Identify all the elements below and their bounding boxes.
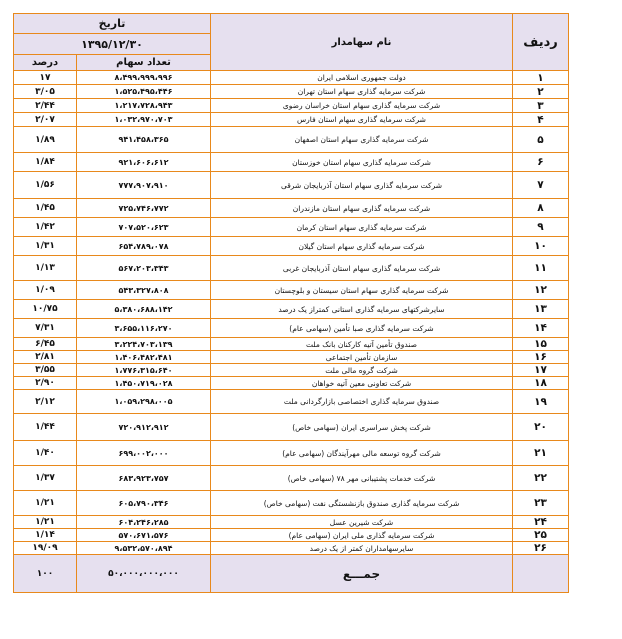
share-count: ۵۷۰،۶۷۱،۵۷۶	[77, 529, 211, 542]
share-percent: ۲/۴۴	[14, 99, 77, 113]
share-percent: ۱/۱۳	[14, 256, 77, 281]
share-percent: ۲/۰۷	[14, 113, 77, 127]
shareholder-name: شرکت سرمایه گذاری سهام استان خراسان رضوی	[211, 99, 513, 113]
shareholder-name: شرکت خدمات پشتیبانی مهر ۷۸ (سهامی خاص)	[211, 466, 513, 491]
share-count: ۱،۷۷۶،۳۱۵،۶۴۰	[77, 364, 211, 377]
share-count: ۵،۳۸۰،۶۸۸،۱۴۲	[77, 300, 211, 319]
row-index: ۳	[513, 99, 569, 113]
share-count: ۱،۰۳۲،۹۷۰،۷۰۳	[77, 113, 211, 127]
row-index: ۲۵	[513, 529, 569, 542]
shareholder-name: سایرشرکتهای سرمایه گذاری استانی کمتراز یک درصد	[211, 300, 513, 319]
row-index: ۲۴	[513, 516, 569, 529]
table-row	[14, 542, 569, 555]
table-row	[14, 364, 569, 377]
shareholder-name: سازمان تأمین اجتماعی	[211, 351, 513, 364]
share-count: ۵۴۳،۳۲۷،۸۰۸	[77, 281, 211, 300]
table-row	[14, 113, 569, 127]
row-index: ۱۲	[513, 281, 569, 300]
shareholder-name: شرکت شیرین عسل	[211, 516, 513, 529]
row-index: ۱۰	[513, 237, 569, 256]
row-index: ۱۱	[513, 256, 569, 281]
share-count: ۱،۲۱۷،۷۲۸،۹۴۳	[77, 99, 211, 113]
total-row	[14, 555, 569, 593]
row-index: ۲	[513, 85, 569, 99]
row-index: ۱۴	[513, 319, 569, 338]
share-count: ۹۲۱،۶۰۶،۶۱۲	[77, 153, 211, 172]
table-row	[14, 218, 569, 237]
table-row	[14, 491, 569, 516]
share-percent: ۱/۴۴	[14, 414, 77, 441]
header-index: ردیف	[513, 14, 569, 71]
share-count: ۶۸۳،۹۲۳،۷۵۷	[77, 466, 211, 491]
table-row	[14, 319, 569, 338]
table-row	[14, 300, 569, 319]
share-percent: ۱/۲۱	[14, 491, 77, 516]
total-label: جمـــع	[211, 555, 513, 593]
table-row	[14, 414, 569, 441]
row-index: ۸	[513, 199, 569, 218]
share-count: ۵۶۷،۲۰۳،۳۴۳	[77, 256, 211, 281]
row-index: ۵	[513, 127, 569, 153]
row-index: ۲۶	[513, 542, 569, 555]
shareholder-name: دولت جمهوری اسلامی ایران	[211, 71, 513, 85]
row-index: ۱۷	[513, 364, 569, 377]
shareholder-name: شرکت سرمایه گذاری سهام استان گیلان	[211, 237, 513, 256]
table-row	[14, 85, 569, 99]
row-index: ۱	[513, 71, 569, 85]
share-percent: ۱۰/۷۵	[14, 300, 77, 319]
share-percent: ۱/۳۱	[14, 237, 77, 256]
share-percent: ۱/۴۲	[14, 218, 77, 237]
shareholder-name: شرکت گروه مالی ملت	[211, 364, 513, 377]
table-row	[14, 127, 569, 153]
share-percent: ۱۹/۰۹	[14, 542, 77, 555]
table-row	[14, 199, 569, 218]
shareholder-name: سایرسهامداران کمتر از یک درصد	[211, 542, 513, 555]
table-row	[14, 172, 569, 199]
row-index: ۱۸	[513, 377, 569, 390]
table-row	[14, 71, 569, 85]
shareholder-name: شرکت سرمایه گذاری سهام استان آذربایجان غربی	[211, 256, 513, 281]
row-index: ۱۶	[513, 351, 569, 364]
share-count: ۷۲۵،۷۴۶،۷۷۲	[77, 199, 211, 218]
table-row	[14, 338, 569, 351]
table-row	[14, 529, 569, 542]
header-shareholder-name: نام سهامدار	[211, 14, 513, 71]
table-row	[14, 99, 569, 113]
share-count: ۶۹۹،۰۰۲،۰۰۰	[77, 441, 211, 466]
row-index: ۲۰	[513, 414, 569, 441]
share-count: ۳،۶۵۵،۱۱۶،۲۷۰	[77, 319, 211, 338]
table-row	[14, 516, 569, 529]
table-row	[14, 377, 569, 390]
share-percent: ۲/۸۱	[14, 351, 77, 364]
share-percent: ۱/۸۹	[14, 127, 77, 153]
header-percent: درصد	[14, 55, 77, 71]
share-percent: ۱/۸۴	[14, 153, 77, 172]
shareholder-name: شرکت سرمایه گذاری سهام استان سیستان و بلوچستان	[211, 281, 513, 300]
table-row	[14, 153, 569, 172]
shareholder-name: شرکت سرمایه گذاری ملی ایران (سهامی عام)	[211, 529, 513, 542]
row-index: ۱۹	[513, 390, 569, 414]
share-count: ۶۵۴،۷۸۹،۰۷۸	[77, 237, 211, 256]
shareholder-name: شرکت پخش سراسری ایران (سهامی خاص)	[211, 414, 513, 441]
shareholder-name: شرکت سرمایه گذاری سهام استان آذربایجان شرقی	[211, 172, 513, 199]
row-index: ۶	[513, 153, 569, 172]
share-percent: ۲/۱۲	[14, 390, 77, 414]
share-percent: ۶/۴۵	[14, 338, 77, 351]
share-count: ۷۷۷،۹۰۷،۹۱۰	[77, 172, 211, 199]
share-percent: ۱/۳۷	[14, 466, 77, 491]
share-percent: ۳/۵۵	[14, 364, 77, 377]
share-percent: ۳/۰۵	[14, 85, 77, 99]
share-percent: ۱/۰۹	[14, 281, 77, 300]
share-count: ۱،۴۰۶،۴۸۲،۴۸۱	[77, 351, 211, 364]
share-count: ۸،۴۹۹،۹۹۹،۹۹۶	[77, 71, 211, 85]
row-index: ۲۳	[513, 491, 569, 516]
share-count: ۹،۵۳۲،۵۷۰،۸۹۴	[77, 542, 211, 555]
table-body	[14, 71, 569, 555]
share-percent: ۱/۱۴	[14, 529, 77, 542]
share-percent: ۱/۲۱	[14, 516, 77, 529]
shareholder-name: شرکت سرمایه گذاری صبا تأمین (سهامی عام)	[211, 319, 513, 338]
share-count: ۱،۰۵۹،۲۹۸،۰۰۵	[77, 390, 211, 414]
share-count: ۷۲۰،۹۱۲،۹۱۲	[77, 414, 211, 441]
share-percent: ۱۷	[14, 71, 77, 85]
shareholder-name: شرکت سرمایه گذاری سهام استان خوزستان	[211, 153, 513, 172]
shareholder-name: شرکت سرمایه گذاری سهام استان اصفهان	[211, 127, 513, 153]
row-index: ۴	[513, 113, 569, 127]
table-row	[14, 390, 569, 414]
table-row	[14, 281, 569, 300]
shareholder-name: شرکت سرمایه گذاری سهام استان تهران	[211, 85, 513, 99]
share-percent: ۱/۵۶	[14, 172, 77, 199]
shareholder-name: شرکت تعاونی معین آتیه خواهان	[211, 377, 513, 390]
total-index-cell	[513, 555, 569, 593]
table-row	[14, 441, 569, 466]
shareholders-table	[13, 13, 569, 593]
share-percent: ۲/۹۰	[14, 377, 77, 390]
header-date-label: تاریخ	[14, 14, 211, 34]
share-count: ۱،۴۵۰،۷۱۹،۰۲۸	[77, 377, 211, 390]
shareholder-name: شرکت سرمایه گذاری سهام استان فارس	[211, 113, 513, 127]
table-row	[14, 466, 569, 491]
shareholder-name: شرکت سرمایه گذاری سهام استان مازندران	[211, 199, 513, 218]
shareholder-name: شرکت سرمایه گذاری سهام استان کرمان	[211, 218, 513, 237]
share-percent: ۱/۴۰	[14, 441, 77, 466]
row-index: ۱۳	[513, 300, 569, 319]
row-index: ۷	[513, 172, 569, 199]
share-percent: ۱/۴۵	[14, 199, 77, 218]
share-count: ۹۴۱،۴۵۸،۳۶۵	[77, 127, 211, 153]
shareholder-name: صندوق سرمایه گذاری اختصاصی بازارگردانی ملت	[211, 390, 513, 414]
share-count: ۶۰۵،۷۹۰،۳۴۶	[77, 491, 211, 516]
shareholder-name: صندوق تأمین آتیه کارکنان بانک ملت	[211, 338, 513, 351]
row-index: ۲۱	[513, 441, 569, 466]
table-row	[14, 237, 569, 256]
header-shares-count: تعداد سهام	[77, 55, 211, 71]
share-count: ۷۰۷،۵۲۰،۶۲۳	[77, 218, 211, 237]
row-index: ۲۲	[513, 466, 569, 491]
total-percent: ۱۰۰	[14, 555, 77, 593]
table-row	[14, 351, 569, 364]
header-date-value: ۱۳۹۵/۱۲/۳۰	[14, 34, 211, 55]
share-count: ۶۰۴،۲۴۶،۲۸۵	[77, 516, 211, 529]
table-row	[14, 256, 569, 281]
share-percent: ۷/۳۱	[14, 319, 77, 338]
share-count: ۱،۵۲۵،۴۹۵،۴۴۶	[77, 85, 211, 99]
shareholder-name: شرکت سرمایه گذاری صندوق بازنشستگی نفت (سهامی خاص)	[211, 491, 513, 516]
share-count: ۳،۲۲۴،۷۰۳،۱۳۹	[77, 338, 211, 351]
row-index: ۱۵	[513, 338, 569, 351]
shareholders-table-wrapper	[13, 13, 569, 593]
row-index: ۹	[513, 218, 569, 237]
total-shares: ۵۰،۰۰۰،۰۰۰،۰۰۰	[77, 555, 211, 593]
shareholder-name: شرکت گروه توسعه مالی مهرآیندگان (سهامی عام)	[211, 441, 513, 466]
